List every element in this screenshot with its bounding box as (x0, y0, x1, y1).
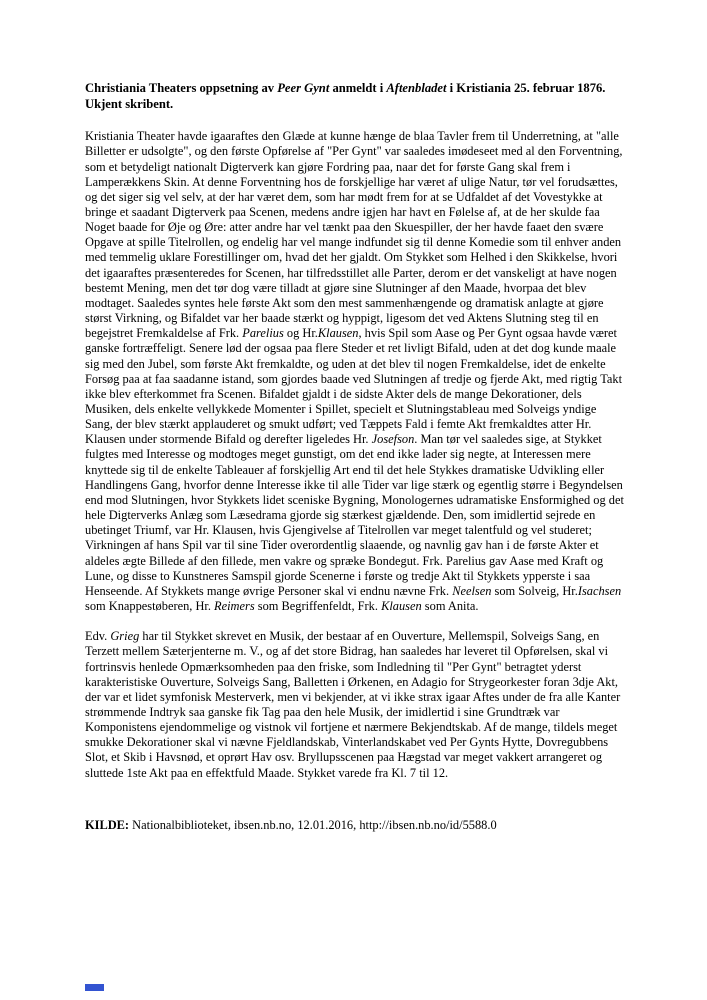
review-paragraph: Kristiania Theater havde igaaraftes den Glæde at kunne hænge de blaa Tavler frem til Underretning, at "alle Billetter er udsolgte", og den første Opførelse af "Per Gynt" var saaledes imødeseet med al den Forventning, som et betydeligt nationalt Digterverk kan gjøre Fordring paa, naar det for første Gang skal frem i Lamperækkens Skin. At denne Forventning hos de forskjellige har været af ulige Natur, tør vel forudsættes, og det siger sig vel selv, at der har været dem, som har mødt frem for at se Udfaldet af det Vovestykke at bringe et saadant Digterverk paa Scenen, medens andre igjen har havt en Følelse af, at de her skulde faa Noget baade for Øje og Øre: atter andre har vel tænkt paa den Skuespiller, der her havde faaet den svære Opgave at spille Titelrollen, og endelig har vel mange indfundet sig til denne Komedie som til enhver anden med temmelig uklare Forestillinger om, hvad det her gjaldt. Om Stykket som Helhed i den Skikkelse, hvori det igaaraftes præsenteredes for Scenen, har tilfredsstillet alle Parter, derom er det vanskeligt at have nogen bestemt Mening, men det tør dog være tilladt at gjøre sine Slutninger af den Maade, hvorpaa det blev modtaget. Saaledes syntes hele første Akt som den mest sammenhængende og dramatisk anlagte at gjøre størst Virkning, og Bifaldet var her baade stærkt og hyppigt, ligesom det ved Aktens Slutning steg til en begejstret Fremkaldelse af Frk. Parelius og Hr.Klausen, hvis Spil som Aase og Per Gynt ogsaa havde været ganske fortræffeligt. Senere lød der ogsaa paa flere Steder et ret livligt Bifald, uden at det dog kunde maale sig med den Jubel, som første Akt fremkaldte, og uden at det blev til nogen Fremkaldelse, idet de enkelte Forsøg paa at faa saadanne istand, som gjordes baade ved Slutningen af tredje og fjerde Akt, med rigtig Takt ikke blev efterkommet fra Scenen. Bifaldet gjaldt i de sidste Akter dels de mange Dekorationer, dels Musiken, dels enkelte vellykkede Momenter i Spillet, specielt et Slutningstableau med Solveigs yndige Sang, der blev stærkt applauderet og smukt udført; ved Tæppets Fald i femte Akt fremkaldtes atter Hr. Klausen under stormende Bifald og derefter ligeledes Hr. Josefson. Man tør vel saaledes sige, at Stykket fulgtes med Interesse og modtoges meget gunstigt, om det end ikke lader sig negte, at Interessen mere knyttede sig til de enkelte Tableauer af forskjellig Art end til det hele Stykkes dramatiske Udvikling eller Handlingens Gang, hvorfor denne Interesse ikke til alle Tider var lige stærk og egentlig større i Begyndelsen end mod Slutningen, hvor Stykkets lidet sceniske Bygning, Monologernes udramatiske Ensformighed og det hele Digterverks Anlæg som Læsedrama gjorde sig stærkest gjældende. Den, som imidlertid sejrede en ubetinget Triumf, var Hr. Klausen, hvis Gjengivelse af Titelrollen var meget talentfuld og vel studeret; Virkningen af hans Spil var til sine Tider overordentlig slaaende, og navnlig gav han i de første Akter et aldeles ægte Billede af den fillede, men vakre og spræke Bondegut. Frk. Parelius gav Aase med Kraft og Lune, og disse to Kunstneres Samspil gjorde Scenerne i første og tredje Akt til Stykkets ypperste i saa Henseende. Af Stykkets mange øvrige Personer skal vi endnu nævne Frk. Neelsen som Solveig, Hr.Isachsen som Knappestøberen, Hr. Reimers som Begriffenfeldt, Frk. Klausen som Anita. (85, 129, 624, 614)
source-url: http://ibsen.nb.no/id/5588.0 (359, 817, 497, 832)
document-content (85, 81, 626, 833)
document-heading: Christiania Theaters oppsetning av Peer Gynt anmeldt i Aftenbladet i Kristiania 25. februar 1876. Ukjent skribent. (85, 81, 606, 111)
source-line (85, 818, 626, 833)
source-label: KILDE: (85, 817, 130, 832)
source-body: Nationalbiblioteket, ibsen.nb.no, 12.01.2016, (129, 817, 360, 832)
footer-blue-mark (85, 984, 104, 991)
music-paragraph: Edv. Grieg har til Stykket skrevet en Musik, der bestaar af en Ouverture, Mellemspil, Solveigs Sang, en Terzett mellem Sæterjenterne m. V., og af det store Bidrag, han saaledes har leveret til Opførelsen, skal vi fortrinsvis henlede Opmærksomheden paa den friske, som Indledning til "Per Gynt" betragtet yderst karakteristiske Ouverture, Solveigs Sang, Balletten i Ørkenen, en Adagio for Strygeorkester foran 3dje Akt, der var et lidet symfonisk Mesterverk, men vi bekjender, at vi ikke strax igaar Aftes under de fra alle Kanter strømmende Indtryk saa ganske fik Tag paa den hele Musik, der imidlertid i sine Grundtræk var Komponistens ejendommelige og vistnok vil fortjene et nærmere Bekjendtskab. Af de mange, tildels meget smukke Dekorationer skal vi nævne Fjeldlandskab, Vinterlandskabet ved Per Gynts Hytte, Dovregubbens Slot, et Skib i Havsnød, et oprørt Hav osv. Bryllupsscenen paa Hægstad var meget vakkert arrangeret og sluttede 1ste Akt paa en effektfuld Maade. Stykket varede fra Kl. 7 til 12. (85, 629, 621, 780)
